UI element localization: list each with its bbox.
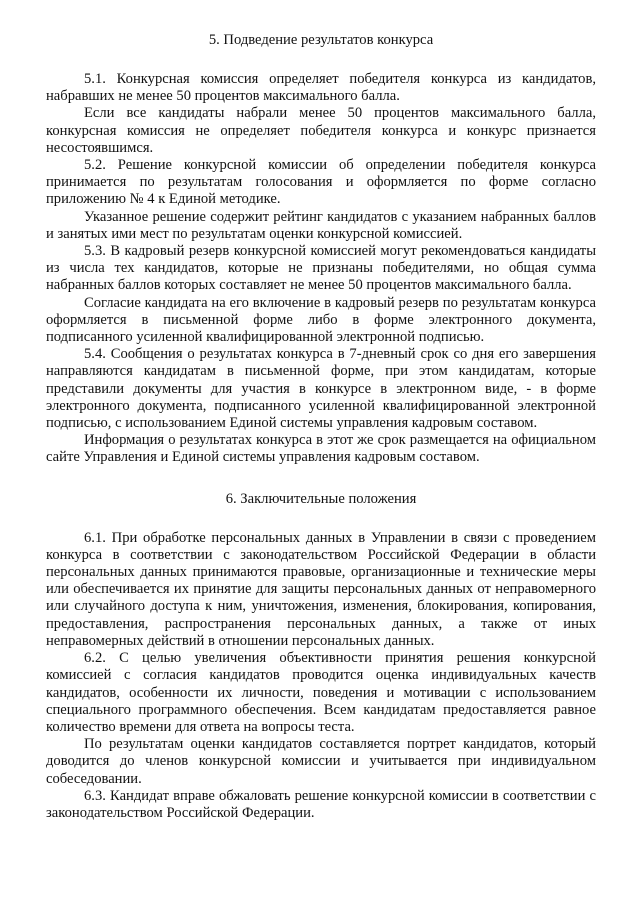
section-results bbox=[46, 32, 596, 467]
paragraph-6-3: 6.3. Кандидат вправе обжаловать решение конкурсной комиссии в соответствии с законодательством Российской Федерации. bbox=[46, 787, 596, 821]
paragraph: Указанное решение содержит рейтинг кандидатов с указанием набранных баллов и занятых ими мест по результатам оценки конкурсной комиссией. bbox=[46, 208, 596, 242]
paragraph-6-2: 6.2. С целью увеличения объективности принятия решения конкурсной комиссией с согласия кандидатов проводится оценка индивидуальных качеств кандидатов, особенности их личности, поведения и мотивации с использованием специального программного обеспечения. Всем кандидатам предоставляется равное количество времени для ответа на вопросы теста. bbox=[46, 650, 596, 735]
paragraph: По результатам оценки кандидатов составляется портрет кандидатов, который доводится до членов конкурсной комиссии и учитывается при индивидуальном собеседовании. bbox=[46, 736, 596, 787]
section-final-provisions bbox=[46, 491, 596, 822]
paragraph-5-3: 5.3. В кадровый резерв конкурсной комиссией могут рекомендоваться кандидаты из числа тех кандидатов, которые не признаны победителями, но общая сумма набранных баллов которых составляет не менее 50 процентов максимального балла. bbox=[46, 243, 596, 294]
paragraph: Информация о результатах конкурса в этот же срок размещается на официальном сайте Управления и Единой системы управления кадровым составом. bbox=[46, 432, 596, 466]
paragraph-5-4: 5.4. Сообщения о результатах конкурса в 7-дневный срок со дня его завершения направляются кандидатам в письменной форме, при этом кандидатам, которые представили документы для участия в конкурсе в электронном виде, - в форме электронного документа, подписанного усиленной квалифицированной электронной подписью, с использованием Единой системы управления кадровым составом. bbox=[46, 346, 596, 432]
paragraph: Согласие кандидата на его включение в кадровый резерв по результатам конкурса оформляется в письменной форме либо в форме электронного документа, подписанного усиленной квалифицированной электронной подписью. bbox=[46, 294, 596, 346]
section-title: 5. Подведение результатов конкурса bbox=[208, 32, 434, 48]
paragraph: Если все кандидаты набрали менее 50 процентов максимального балла, конкурсная комиссия не определяет победителя конкурса и конкурс признается несостоявшимся. bbox=[46, 105, 596, 156]
paragraph-6-1: 6.1. При обработке персональных данных в Управлении в связи с проведением конкурса в соответствии с законодательством Российской Федерации в области персональных данных принимаются правовые, организационные и технические меры или обеспечивается их принятие для защиты персональных данных от неправомерного или случайного доступа к ним, уничтожения, изменения, блокирования, копирования, предоставления, распространения персональных данных, а также от иных неправомерных действий в отношении персональных данных. bbox=[46, 529, 596, 649]
paragraph-5-1: 5.1. Конкурсная комиссия определяет победителя конкурса из кандидатов, набравших не менее 50 процентов максимального балла. bbox=[46, 71, 596, 105]
document-page bbox=[46, 32, 596, 822]
section-title: 6. Заключительные положения bbox=[225, 490, 417, 507]
paragraph-5-2: 5.2. Решение конкурсной комиссии об определении победителя конкурса принимается по результатам голосования и оформляется по форме согласно приложению № 4 к Единой методике. bbox=[46, 157, 596, 208]
section-gap bbox=[46, 467, 596, 491]
